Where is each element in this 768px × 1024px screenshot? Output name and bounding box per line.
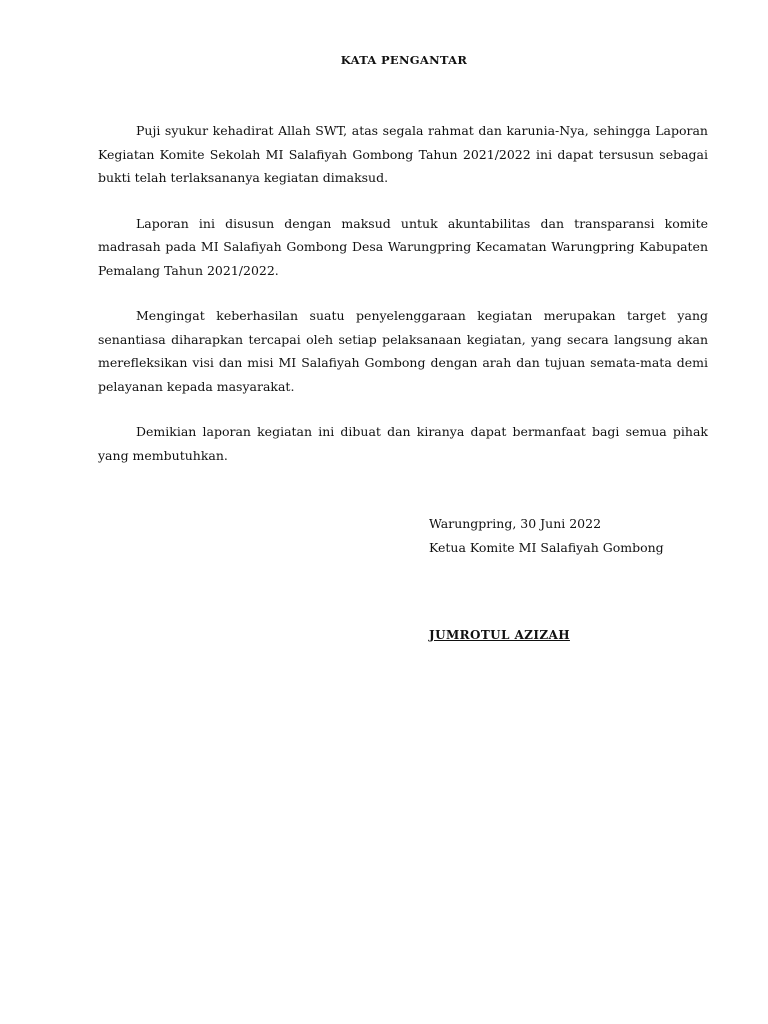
signature-place-date: Warungpring, 30 Juni 2022 xyxy=(429,516,602,531)
document-body xyxy=(98,119,708,489)
paragraph-1: Puji syukur kehadirat Allah SWT, atas segala rahmat dan karunia-Nya, sehingga Laporan Kegiatan Komite Sekolah MI Salafiyah Gombong Tahun 2021/2022 ini dapat tersusun sebagai bukti telah terlaksananya kegiatan dimaksud. xyxy=(98,123,708,185)
signature-position: Ketua Komite MI Salafiyah Gombong xyxy=(429,539,664,555)
paragraph-3: Mengingat keberhasilan suatu penyelenggaraan kegiatan merupakan target yang senantiasa diharapkan tercapai oleh setiap pelaksanaan kegiatan, yang secara langsung akan merefleksikan visi dan misi MI Salafiyah Gombong dengan arah dan tujuan semata-mata demi pelayanan kepada masyarakat. xyxy=(98,308,708,394)
page-title: KATA PENGANTAR xyxy=(340,53,468,67)
paragraph-4: Demikian laporan kegiatan ini dibuat dan kiranya dapat bermanfaat bagi semua pihak yang membutuhkan. xyxy=(98,424,708,463)
signer-name: JUMROTUL AZIZAH xyxy=(429,628,570,642)
paragraph-2: Laporan ini disusun dengan maksud untuk akuntabilitas dan transparansi komite madrasah pada MI Salafiyah Gombong Desa Warungpring Kecamatan Warungpring Kabupaten Pemalang Tahun 2021/2022. xyxy=(98,215,708,278)
signature-block xyxy=(429,512,749,559)
